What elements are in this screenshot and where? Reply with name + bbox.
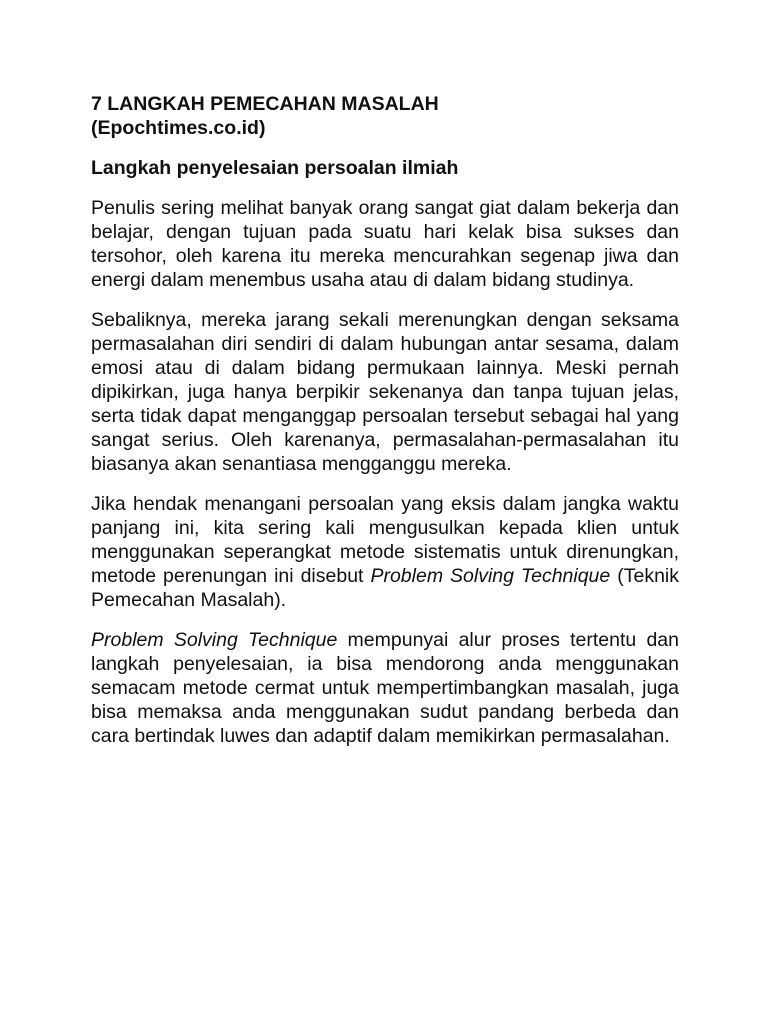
paragraph-3-italic-term: Problem Solving Technique	[370, 565, 611, 587]
paragraph-4	[91, 628, 679, 748]
title-line-2: (Epochtimes.co.id)	[91, 117, 266, 139]
document-page	[91, 92, 679, 748]
document-title	[91, 92, 679, 140]
paragraph-3-text: Jika hendak menangani persoalan yang eksis dalam jangka waktu panjang ini, kita sering kali mengusulkan kepada klien untuk menggunakan seperangkat metode sistematis untuk direnungkan, metode perenungan ini disebut	[91, 493, 679, 587]
paragraph-3	[91, 492, 679, 612]
section-subtitle: Langkah penyelesaian persoalan ilmiah	[91, 157, 459, 179]
paragraph-2: Sebaliknya, mereka jarang sekali merenungkan dengan seksama permasalahan diri sendiri di dalam hubungan antar sesama, dalam emosi atau di dalam bidang permukaan lainnya. Meski pernah dipikirkan, juga hanya berpikir sekenanya dan tanpa tujuan jelas, serta tidak dapat menganggap persoalan tersebut sebagai hal yang sangat serius. Oleh karenanya, permasalahan-permasalahan itu biasanya akan senantiasa mengganggu mereka.	[91, 309, 679, 475]
paragraph-4-text: mempunyai alur proses tertentu dan langkah penyelesaian, ia bisa mendorong anda menggunakan semacam metode cermat untuk mempertimbangkan masalah, juga bisa memaksa anda menggunakan sudut pandang berbeda dan cara bertindak luwes dan adaptif dalam memikirkan permasalahan.	[91, 629, 679, 747]
paragraph-4-italic-term: Problem Solving Technique	[91, 629, 338, 651]
title-line-1: 7 LANGKAH PEMECAHAN MASALAH	[91, 93, 439, 115]
paragraph-3-tail: (Teknik Pemecahan Masalah).	[91, 565, 679, 611]
paragraph-1: Penulis sering melihat banyak orang sangat giat dalam bekerja dan belajar, dengan tujuan pada suatu hari kelak bisa sukses dan tersohor, oleh karena itu mereka mencurahkan segenap jiwa dan energi dalam menembus usaha atau di dalam bidang studinya.	[91, 197, 679, 291]
